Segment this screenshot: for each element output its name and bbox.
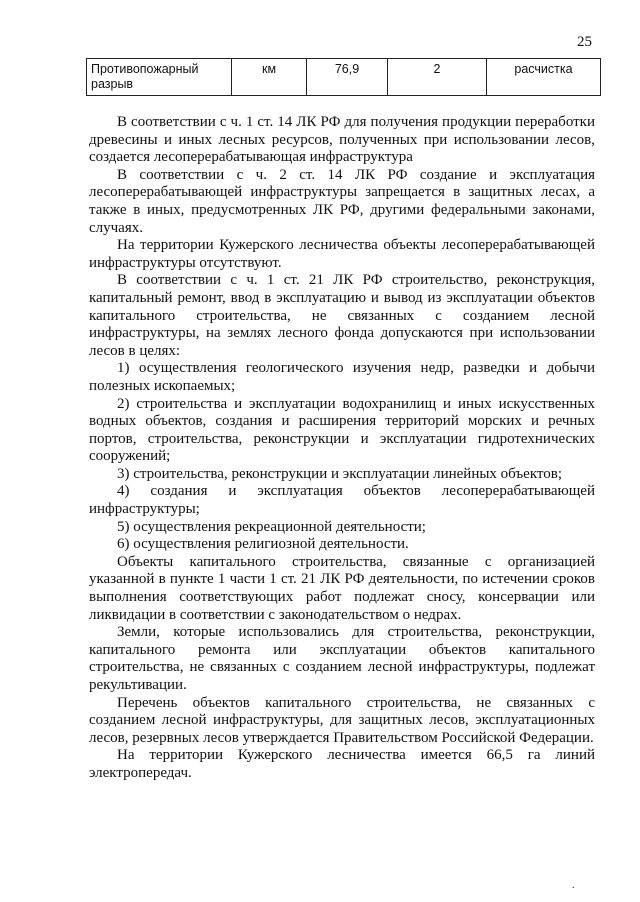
paragraph: На территории Кужерского лесничества объекты лесоперерабатывающей инфраструктуры отсутствуют. <box>89 237 595 271</box>
paragraph: На территории Кужерского лесничества имеется 66,5 га линий электропередач. <box>89 747 595 781</box>
fire-break-table <box>86 58 601 96</box>
table-cell-amount: 76,9 <box>307 59 388 96</box>
list-item: 4) создания и эксплуатация объектов лесоперерабатывающей инфраструктуры; <box>89 483 595 518</box>
paragraph: В соответствии с ч. 1 ст. 14 ЛК РФ для получения продукции переработки древесины и иных лесных ресурсов, полученных при использовании лесов, создается лесоперерабатывающая инфраструктура <box>89 114 595 166</box>
list-item: 2) строительства и эксплуатации водохранилищ и иных искусственных водных объектов, создания и расширения территорий морских и речных портов, строительства, реконструкции и эксплуатации гидротехнических сооружений; <box>89 395 595 465</box>
table-cell-action: расчистка <box>487 59 601 96</box>
list-item: 1) осуществления геологического изучения недр, разведки и добычи полезных ископаемых; <box>89 360 595 394</box>
table-cell-count: 2 <box>388 59 487 96</box>
list-item: 5) осуществления рекреационной деятельности; <box>117 518 426 535</box>
paragraph: Перечень объектов капитального строительства, не связанных с созданием лесной инфраструктуры, для защитных лесов, эксплуатационных лесов, резервных лесов утверждается Правительством Российской Федерации. <box>89 694 595 746</box>
table-row <box>87 59 601 96</box>
scan-mark: . <box>572 880 575 891</box>
page-number: 25 <box>577 34 592 50</box>
list-item: 6) осуществления религиозной деятельности. <box>117 536 409 553</box>
paragraph: В соответствии с ч. 1 ст. 21 ЛК РФ строительство, реконструкция, капитальный ремонт, ввод в эксплуатацию и вывод из эксплуатации объектов капитального строительства, не связанных с созданием лесной инфраструктуры, на землях лесного фонда допускаются при использовании лесов в целях: <box>89 272 595 359</box>
table-cell-object: Противопожарный разрыв <box>87 59 232 96</box>
paragraph: Объекты капитального строительства, связанные с организацией указанной в пункте 1 части 1 ст. 21 ЛК РФ деятельности, по истечении сроков выполнения соответствующих работ подлежат сносу, консервации или ликвидации в соответствии с законодательством о недрах. <box>89 553 595 623</box>
paragraph: В соответствии с ч. 2 ст. 14 ЛК РФ создание и эксплуатация лесоперерабатывающей инфраструктуры запрещается в защитных лесах, а также в иных, предусмотренных ЛК РФ, другими федеральными законами, случаях. <box>89 166 595 236</box>
document-body <box>89 114 595 783</box>
table-cell-unit: км <box>232 59 307 96</box>
list-item: 3) строительства, реконструкции и эксплуатации линейных объектов; <box>117 465 563 482</box>
paragraph: Земли, которые использовались для строительства, реконструкции, капитального ремонта или эксплуатации объектов капитального строительства, не связанных с созданием лесной инфраструктуры, подлежат рекультивации. <box>89 624 595 693</box>
